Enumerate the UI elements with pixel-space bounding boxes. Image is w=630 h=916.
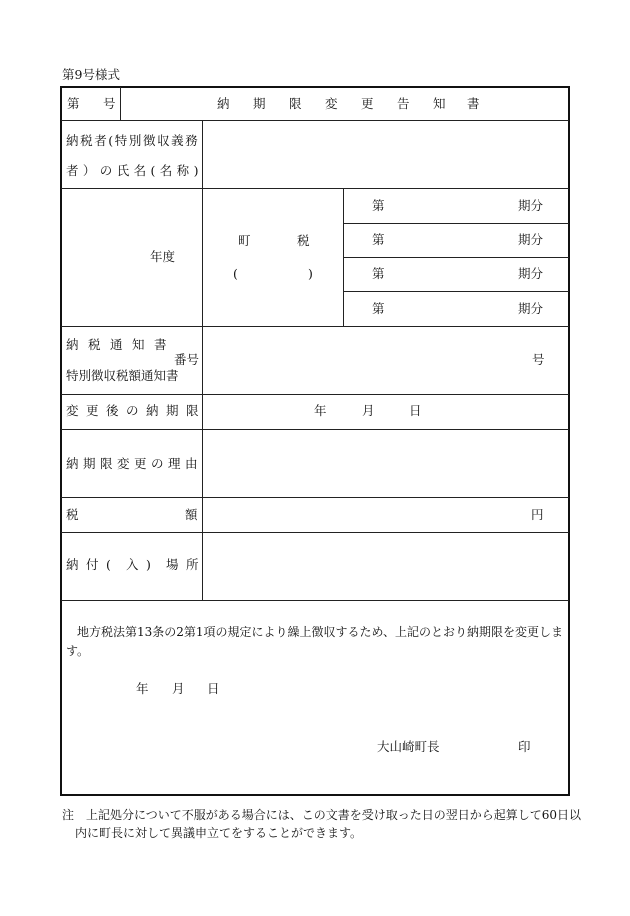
- notice-number-label-line3: 特別徴収税額通知書: [66, 368, 179, 383]
- tax-amount-label-char-2: 額: [185, 507, 198, 522]
- installment-suffix: 期分: [518, 232, 544, 247]
- tax-amount-unit: 円: [531, 507, 544, 522]
- tax-amount-label-char-1: 税: [66, 507, 79, 522]
- seal-mark: 印: [518, 739, 531, 754]
- notice-number-label: 番号: [174, 352, 200, 367]
- row-divider: [61, 326, 569, 327]
- row-divider: [61, 188, 569, 189]
- paren-open: (: [233, 266, 238, 281]
- row-divider: [343, 291, 569, 292]
- statement-line2: す。: [66, 644, 90, 658]
- taxpayer-name-field[interactable]: [204, 122, 568, 186]
- row-divider: [61, 600, 569, 601]
- statement-day: 日: [207, 681, 220, 696]
- reason-field[interactable]: [204, 431, 568, 495]
- due-day: 日: [409, 403, 422, 418]
- footnote-line2: 内に町長に対して異議申立てをすることができます。: [75, 826, 363, 840]
- no-label-suffix: 号: [103, 96, 116, 111]
- statement-month: 月: [172, 681, 185, 696]
- footnote-line1: 注 上記処分について不服がある場合には、この文書を受け取った日の翌日から起算して60日以: [62, 808, 582, 822]
- installment-prefix: 第: [372, 266, 385, 281]
- row-divider: [61, 394, 569, 395]
- row-divider: [61, 120, 569, 121]
- form-number: 第9号様式: [62, 67, 120, 82]
- paren-close: ): [308, 266, 313, 281]
- statement-line1: 地方税法第13条の2第1項の規定により繰上徴収するため、上記のとおり納期限を変更しま: [77, 625, 564, 639]
- taxpayer-label-line1: 納税者(特別徴収義務: [66, 133, 200, 148]
- row-divider: [343, 257, 569, 258]
- notice-number-unit: 号: [532, 352, 545, 367]
- installment-suffix: 期分: [518, 301, 544, 316]
- installment-suffix: 期分: [518, 266, 544, 281]
- installment-prefix: 第: [372, 198, 385, 213]
- col-divider: [202, 120, 203, 600]
- installment-suffix: 期分: [518, 198, 544, 213]
- installment-prefix: 第: [372, 301, 385, 316]
- col-divider: [343, 188, 344, 326]
- row-divider: [61, 497, 569, 498]
- col-divider: [120, 87, 121, 120]
- row-divider: [61, 532, 569, 533]
- no-label-prefix: 第: [67, 96, 80, 111]
- installment-prefix: 第: [372, 232, 385, 247]
- issuer-name: 大山崎町長: [377, 739, 440, 754]
- statement-year: 年: [136, 681, 149, 696]
- row-divider: [61, 429, 569, 430]
- due-month: 月: [362, 403, 375, 418]
- due-year: 年: [314, 403, 327, 418]
- tax-type-char-1: 町: [238, 233, 251, 248]
- fiscal-year-label: 年度: [150, 249, 176, 264]
- tax-type-char-2: 税: [297, 233, 310, 248]
- row-divider: [343, 223, 569, 224]
- payment-place-field[interactable]: [204, 534, 568, 598]
- taxpayer-label-line2: 者）の氏名(名称): [66, 163, 203, 178]
